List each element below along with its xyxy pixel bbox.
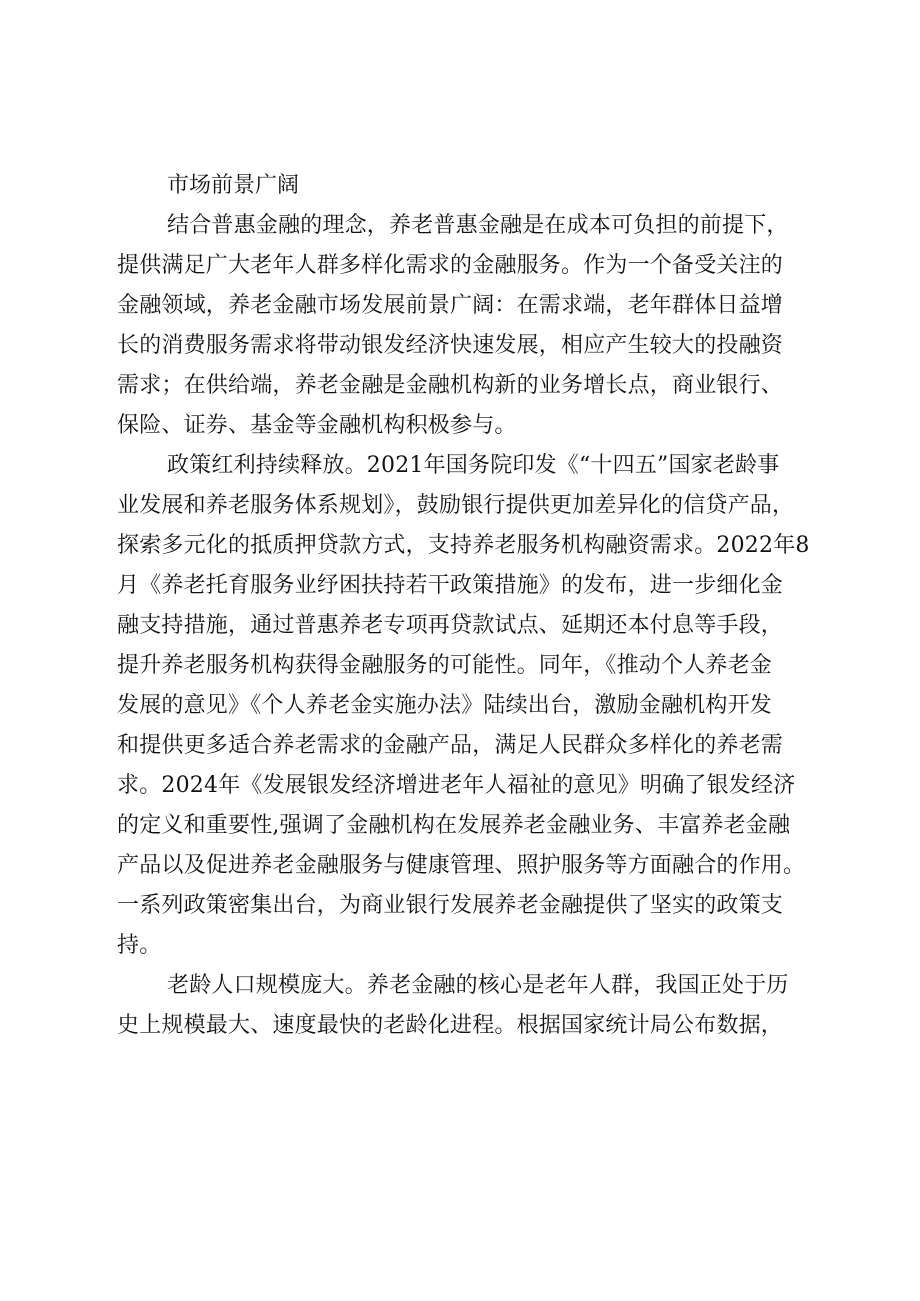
paragraph-line: 金融领域，养老金融市场发展前景广阔：在需求端，老年群体日益增 xyxy=(117,293,784,318)
paragraph-line: 需求；在供给端，养老金融是金融机构新的业务增长点，商业银行、 xyxy=(117,373,784,398)
document-body xyxy=(117,166,817,1046)
paragraph-line: 业发展和养老服务体系规划》，鼓励银行提供更加差异化的信贷产品， xyxy=(117,493,795,518)
paragraph-line: 产品以及促进养老金融服务与健康管理、照护服务等方面融合的作用。 xyxy=(117,853,806,878)
paragraph-line: 长的消费服务需求将带动银发经济快速发展，相应产生较大的投融资 xyxy=(117,333,784,358)
paragraph-line: 持。 xyxy=(117,933,162,958)
paragraph-aging-population xyxy=(117,966,817,1046)
paragraph-line: 融支持措施，通过普惠养老专项再贷款试点、延期还本付息等手段， xyxy=(117,613,784,638)
paragraph-line: 提升养老服务机构获得金融服务的可能性。同年，《推动个人养老金 xyxy=(117,653,773,678)
paragraph-line: 发展的意见》《个人养老金实施办法》陆续出台，激励金融机构开发 xyxy=(117,693,773,718)
paragraph-line: 史上规模最大、速度最快的老龄化进程。根据国家统计局公布数据， xyxy=(117,1013,784,1038)
paragraph-line: 月《养老托育服务业纾困扶持若干政策措施》的发布，进一步细化金 xyxy=(117,573,784,598)
paragraph-line: 和提供更多适合养老需求的金融产品，满足人民群众多样化的养老需 xyxy=(117,733,784,758)
paragraph-line: 政策红利持续释放。2021年国务院印发《“十四五”国家老龄事 xyxy=(167,453,780,478)
paragraph-line: 结合普惠金融的理念，养老普惠金融是在成本可负担的前提下， xyxy=(167,213,789,238)
paragraph-policy-dividends xyxy=(117,446,817,966)
paragraph-line: 提供满足广大老年人群多样化需求的金融服务。作为一个备受关注的 xyxy=(117,253,784,278)
paragraph-line: 一系列政策密集出台，为商业银行发展养老金融提供了坚实的政策支 xyxy=(117,893,784,918)
paragraph-line: 的定义和重要性,强调了金融机构在发展养老金融业务、丰富养老金融 xyxy=(117,813,791,838)
paragraph-line: 保险、证券、基金等金融机构积极参与。 xyxy=(117,413,517,438)
paragraph-line: 求。2024年《发展银发经济增进老年人福祉的意见》明确了银发经济 xyxy=(117,773,796,798)
paragraph-market-outlook xyxy=(117,206,817,446)
paragraph-line: 老龄人口规模庞大。养老金融的核心是老年人群，我国正处于历 xyxy=(167,973,789,998)
section-heading: 市场前景广阔 xyxy=(167,173,300,198)
paragraph-line: 探索多元化的抵质押贷款方式，支持养老服务机构融资需求。2022年8 xyxy=(117,533,810,558)
